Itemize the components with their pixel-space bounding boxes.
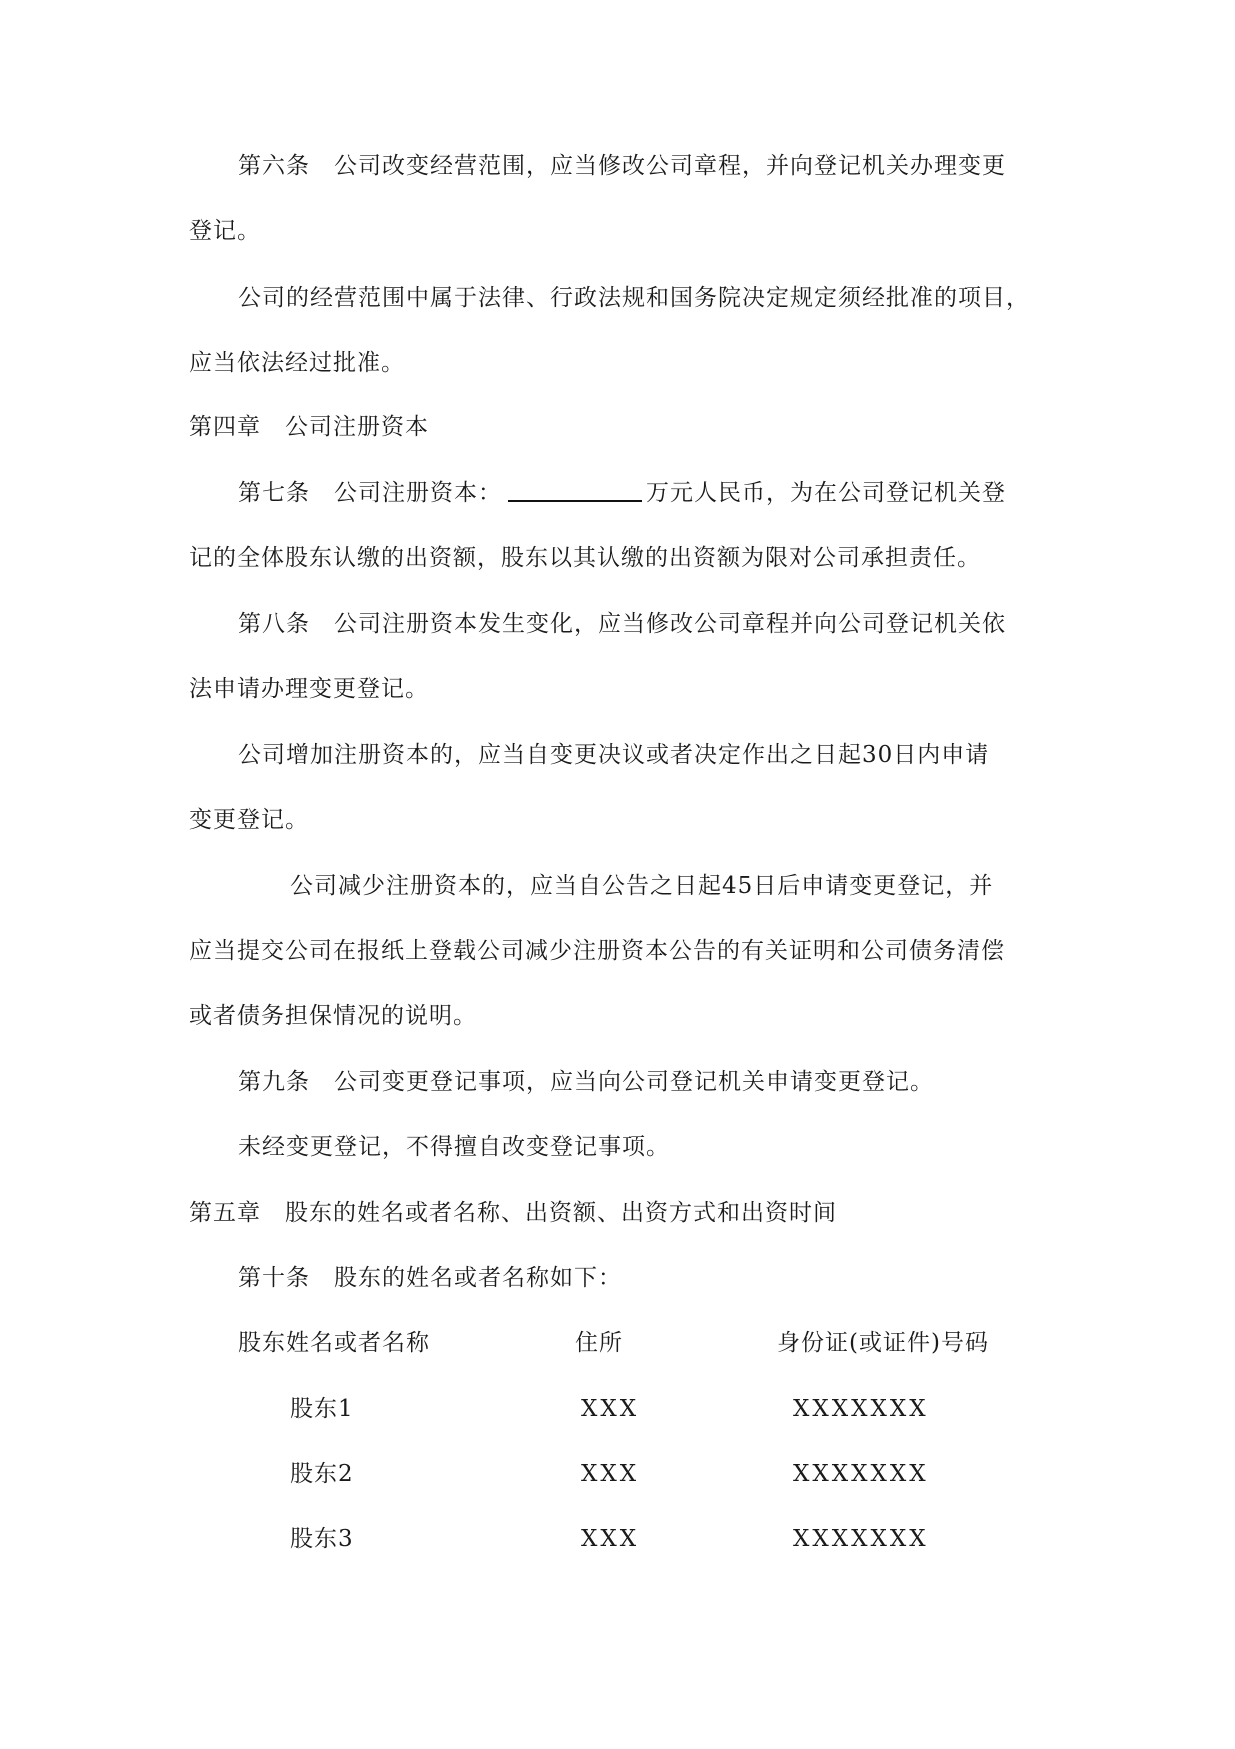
article-8-para-2-line-1: 公司增加注册资本的，应当自变更决议或者决定作出之日起30日内申请 <box>238 742 990 768</box>
article-8-line-2: 法申请办理变更登记。 <box>189 676 429 702</box>
article-8-text: 公司注册资本发生变化，应当修改公司章程并向公司登记机关依 <box>334 611 1006 637</box>
table-row-1-address: XXX <box>581 1396 640 1422</box>
article-10-text: 股东的姓名或者名称如下： <box>334 1265 622 1291</box>
table-row-3-id: XXXXXXX <box>793 1526 929 1552</box>
table-row-1-name: 股东1 <box>290 1396 354 1422</box>
article-7-heading: 第七条 <box>238 480 310 506</box>
article-9-line-1 <box>238 1067 934 1097</box>
article-7-line-2: 记的全体股东认缴的出资额，股东以其认缴的出资额为限对公司承担责任。 <box>189 545 981 571</box>
article-6-line-1 <box>238 151 1006 181</box>
article-6-para-2-line-2: 应当依法经过批准。 <box>189 350 405 376</box>
article-7-text-b: 万元人民币，为在公司登记机关登 <box>646 480 1006 506</box>
article-6-para-2-line-1: 公司的经营范围中属于法律、行政法规和国务院决定规定须经批准的项目， <box>238 285 1030 311</box>
table-row-2-id: XXXXXXX <box>793 1461 929 1487</box>
table-row-2-address: XXX <box>581 1461 640 1487</box>
article-8-line-1 <box>238 609 1006 639</box>
table-row-1-id: XXXXXXX <box>793 1396 929 1422</box>
article-9-para-2: 未经变更登记，不得擅自改变登记事项。 <box>238 1134 670 1160</box>
table-header-name: 股东姓名或者名称 <box>238 1330 430 1356</box>
chapter-4-label: 第四章 <box>189 414 261 440</box>
article-10-heading: 第十条 <box>238 1265 310 1291</box>
chapter-5-heading <box>189 1198 837 1228</box>
article-7-line-1 <box>238 478 1006 508</box>
article-8-heading: 第八条 <box>238 611 310 637</box>
chapter-5-title: 股东的姓名或者名称、出资额、出资方式和出资时间 <box>285 1200 837 1226</box>
article-8-para-2-line-2: 变更登记。 <box>189 807 309 833</box>
article-6-heading: 第六条 <box>238 153 310 179</box>
table-header-address: 住所 <box>575 1330 623 1356</box>
article-8-para-3-line-2: 应当提交公司在报纸上登载公司减少注册资本公告的有关证明和公司债务清偿 <box>189 938 1005 964</box>
article-7-text-a: 公司注册资本： <box>334 480 502 506</box>
table-row-3-address: XXX <box>581 1526 640 1552</box>
article-9-text: 公司变更登记事项，应当向公司登记机关申请变更登记。 <box>334 1069 934 1095</box>
article-8-para-3-line-3: 或者债务担保情况的说明。 <box>189 1003 477 1029</box>
article-10-line-1 <box>238 1263 622 1293</box>
article-6-text: 公司改变经营范围，应当修改公司章程，并向登记机关办理变更 <box>334 153 1006 179</box>
article-9-heading: 第九条 <box>238 1069 310 1095</box>
registered-capital-blank <box>508 478 642 502</box>
article-8-para-3-line-1: 公司减少注册资本的，应当自公告之日起45日后申请变更登记，并 <box>290 873 994 899</box>
table-row-3-name: 股东3 <box>290 1526 354 1552</box>
chapter-4-heading <box>189 412 429 442</box>
table-header-id: 身份证(或证件)号码 <box>777 1330 989 1356</box>
chapter-5-label: 第五章 <box>189 1200 261 1226</box>
table-row-2-name: 股东2 <box>290 1461 354 1487</box>
article-6-line-2: 登记。 <box>189 218 261 244</box>
chapter-4-title: 公司注册资本 <box>285 414 429 440</box>
